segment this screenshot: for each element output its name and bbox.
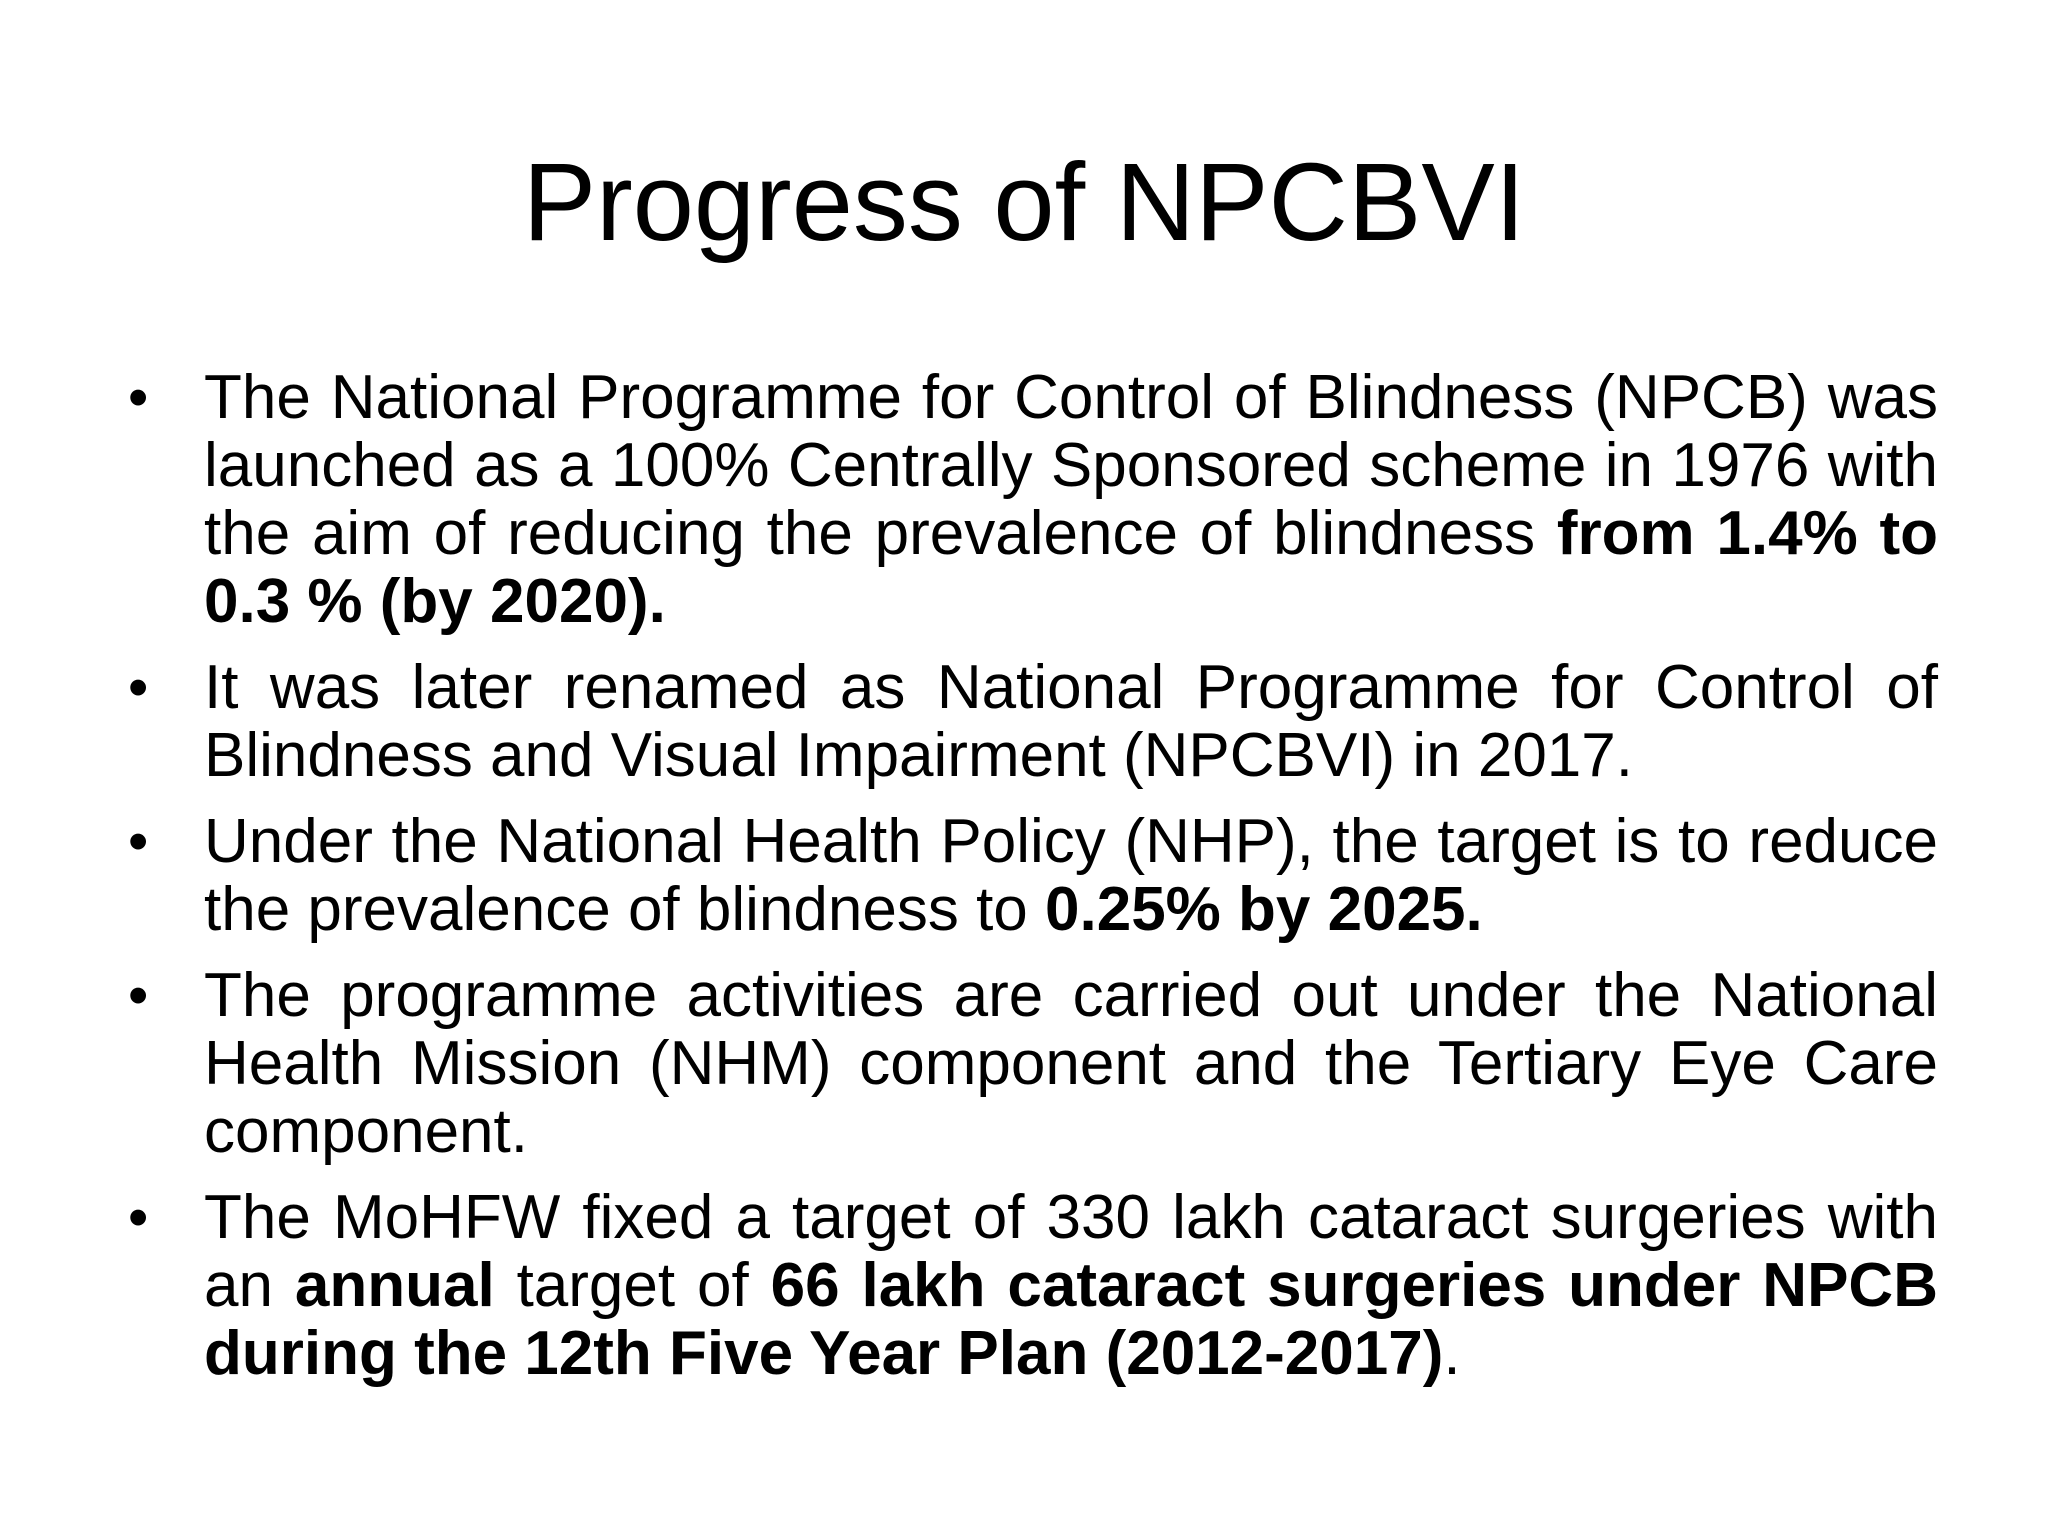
bullet-dot-icon: • — [128, 365, 149, 430]
bullet-item — [118, 962, 1938, 1166]
bullet-segment: It was later renamed as National Programme for Control of Blindness and Visual Impairment (NPCBVI) in 2017. — [204, 653, 1938, 790]
bullet-bold-segment: from 1.4% to 0.3 % (by 2020). — [204, 499, 1939, 636]
bullet-segment: The National Programme for Control of Blindness (NPCB) was launched as a 100% Centrally Sponsored scheme in 1976 with the aim of reducing the prevalence of blindness — [204, 363, 1938, 568]
bullet-segment: The MoHFW fixed a target of 330 lakh cataract surgeries with an — [204, 1183, 1938, 1320]
bullet-bold-segment: 66 lakh cataract surgeries under NPCB during the 12th Five Year Plan (2012-2017) — [204, 1251, 1938, 1388]
bullet-text — [204, 1183, 1938, 1388]
bullet-item — [118, 1184, 1938, 1388]
bullet-list — [118, 364, 1938, 1406]
bullet-item — [118, 364, 1938, 636]
bullet-segment: target of — [494, 1251, 771, 1320]
slide-title: Progress of NPCBVI — [522, 141, 1526, 264]
bullet-dot-icon: • — [128, 655, 149, 720]
bullet-dot-icon: • — [128, 963, 149, 1028]
bullet-item — [118, 808, 1938, 944]
bullet-bold-segment: annual — [294, 1251, 495, 1320]
bullet-dot-icon: • — [128, 1185, 149, 1250]
bullet-segment: The programme activities are carried out under the National Health Mission (NHM) component and the Tertiary Eye Care component. — [204, 961, 1938, 1166]
bullet-text — [204, 961, 1938, 1166]
bullet-bold-segment: 0.25% by 2025. — [1045, 875, 1483, 944]
bullet-dot-icon: • — [128, 809, 149, 874]
bullet-segment: . — [1443, 1319, 1461, 1388]
bullet-segment: Under the National Health Policy (NHP), the target is to reduce the prevalence of blindness to — [204, 807, 1938, 944]
bullet-text — [204, 807, 1938, 944]
bullet-text — [204, 363, 1938, 636]
bullet-item — [118, 654, 1938, 790]
bullet-text — [204, 653, 1938, 790]
